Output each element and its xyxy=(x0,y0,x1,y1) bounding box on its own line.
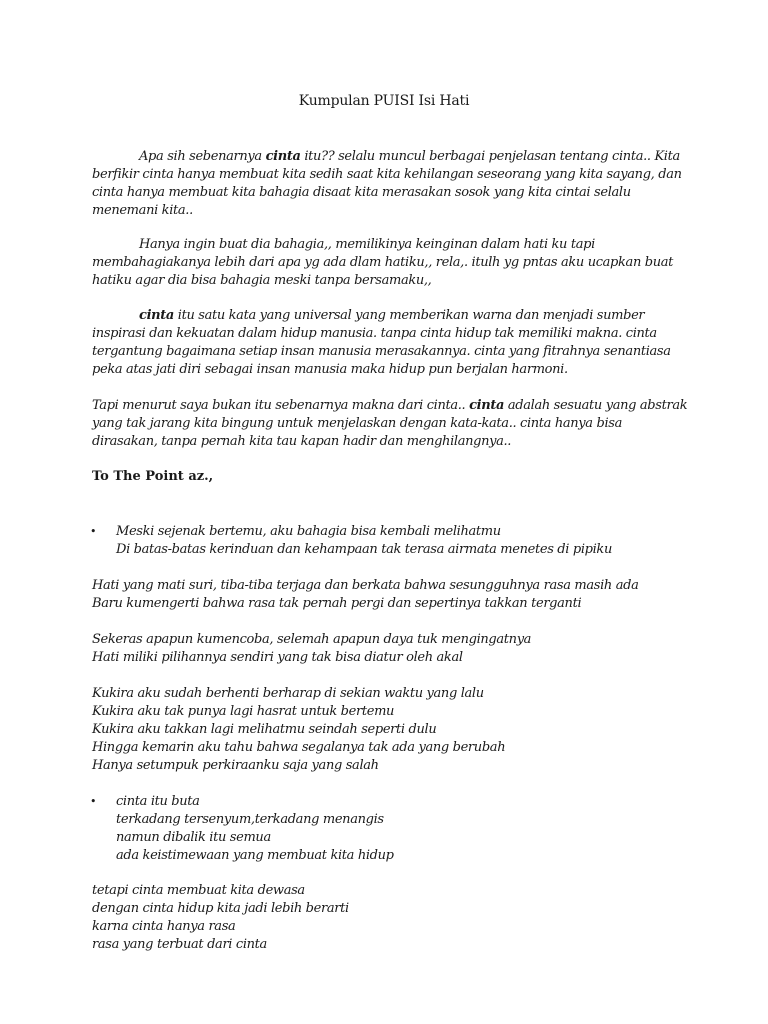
poem-line: Sekeras apapun kumencoba, selemah apapun daya tuk mengingatnya xyxy=(92,632,532,647)
poem-line: Kukira aku takkan lagi melihatmu seindah seperti dulu xyxy=(92,722,437,737)
poem-line: Kukira aku sudah berhenti berharap di sekian waktu yang lalu xyxy=(92,686,484,701)
paragraph-line: inspirasi dan kekuatan dalam hidup manusia. tanpa cinta hidup tak memiliki makna. cinta xyxy=(92,326,657,341)
poem-line: namun dibalik itu semua xyxy=(116,830,271,845)
text-span: Tapi menurut saya bukan itu sebenarnya makna dari cinta.. xyxy=(92,398,470,413)
poem-line: Hanya setumpuk perkiraanku saja yang salah xyxy=(92,758,379,773)
poem-line: Kukira aku tak punya lagi hasrat untuk bertemu xyxy=(92,704,395,719)
bold-word: cinta xyxy=(139,308,174,323)
poem-line: Baru kumengerti bahwa rasa tak pernah pergi dan sepertinya takkan terganti xyxy=(92,596,582,611)
paragraph-2 xyxy=(92,236,692,290)
stanza-4 xyxy=(92,685,692,775)
poem-line: cinta itu buta xyxy=(116,794,200,809)
paragraph-line: cinta hanya membuat kita bahagia disaat kita merasakan sosok yang kita cintai selalu xyxy=(92,185,631,200)
paragraph-line: Hanya ingin buat dia bahagia,, memilikinya keinginan dalam hati ku tapi xyxy=(139,237,595,252)
poem-line: terkadang tersenyum,terkadang menangis xyxy=(116,812,384,827)
poem-line: dengan cinta hidup kita jadi lebih berarti xyxy=(92,901,349,916)
poem-line: Hati miliki pilihannya sendiri yang tak bisa diatur oleh akal xyxy=(92,650,463,665)
text-span: itu satu kata yang universal yang memberikan warna dan menjadi sumber xyxy=(173,308,645,323)
text-span: adalah sesuatu yang abstrak xyxy=(504,398,688,413)
paragraph-line xyxy=(92,307,692,325)
paragraph-1 xyxy=(92,148,692,220)
stanza-3 xyxy=(92,631,692,667)
paragraph-line: tergantung bagaimana setiap insan manusia merasakannya. cinta yang fitrahnya senantiasa xyxy=(92,344,671,359)
text-span: itu?? selalu muncul berbagai penjelasan tentang cinta.. Kita xyxy=(300,149,680,164)
paragraph-line xyxy=(92,397,692,415)
poem-bullet-2 xyxy=(116,793,716,865)
paragraph-line: membahagiakanya lebih dari apa yg ada dlam hatiku,, rela,. itulh yg pntas aku ucapkan buat xyxy=(92,255,674,270)
poem-line: karna cinta hanya rasa xyxy=(92,919,236,934)
paragraph-line: menemani kita.. xyxy=(92,203,193,218)
paragraph-line: berfikir cinta hanya membuat kita sedih saat kita kehilangan seseorang yang kita sayang, dan xyxy=(92,167,682,182)
poem-line: Di batas-batas kerinduan dan kehampaan tak terasa airmata menetes di pipiku xyxy=(116,542,612,557)
bold-word: cinta xyxy=(469,398,505,413)
poem-line: Hingga kemarin aku tahu bahwa segalanya tak ada yang berubah xyxy=(92,740,506,755)
bullet-icon: • xyxy=(90,795,97,808)
stanza-2 xyxy=(92,577,692,613)
paragraph-line xyxy=(92,148,692,166)
poem-line: ada keistimewaan yang membuat kita hidup xyxy=(116,848,394,863)
poem-bullet-1 xyxy=(116,523,716,559)
paragraph-line: hatiku agar dia bisa bahagia meski tanpa bersamaku,, xyxy=(92,273,432,288)
document-title: Kumpulan PUISI Isi Hati xyxy=(298,93,470,109)
bullet-icon: • xyxy=(90,525,97,538)
paragraph-3 xyxy=(92,307,692,379)
paragraph-line: peka atas jati diri sebagai insan manusia maka hidup pun berjalan harmoni. xyxy=(92,362,568,377)
paragraph-line: dirasakan, tanpa pernah kita tau kapan hadir dan menghilangnya.. xyxy=(92,434,512,449)
paragraph-line: yang tak jarang kita bingung untuk menjelaskan dengan kata-kata.. cinta hanya bisa xyxy=(92,416,622,431)
text-span: Apa sih sebenarnya xyxy=(139,149,266,164)
poem-line: rasa yang terbuat dari cinta xyxy=(92,937,267,952)
stanza-6 xyxy=(92,882,692,954)
poem-line: Hati yang mati suri, tiba-tiba terjaga dan berkata bahwa sesungguhnya rasa masih ada xyxy=(92,578,639,593)
poem-line: tetapi cinta membuat kita dewasa xyxy=(92,883,305,898)
section-heading: To The Point az., xyxy=(92,469,214,484)
bold-word: cinta xyxy=(265,149,301,164)
poem-line: Meski sejenak bertemu, aku bahagia bisa kembali melihatmu xyxy=(116,524,501,539)
paragraph-4 xyxy=(92,397,692,451)
